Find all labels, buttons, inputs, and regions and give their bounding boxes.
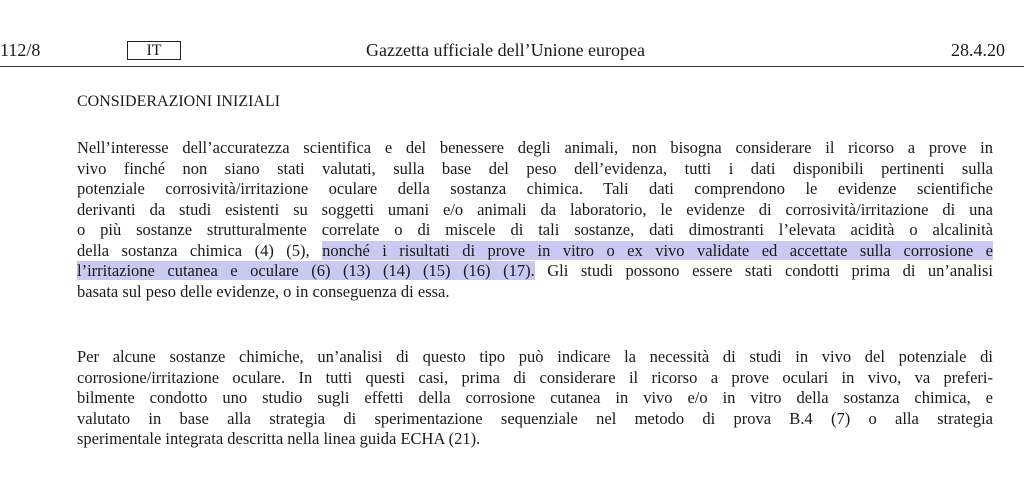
paragraph-1-line-8: basata sul peso delle evidenze, o in conseguenza di essa. [77, 281, 450, 301]
paragraph-1-line-1: Nell’interesse dell’accuratezza scientifica e del benessere degli animali, non bisogna considerare il ricorso a prove in [77, 138, 993, 157]
paragraph-1-line-6 [77, 241, 993, 262]
paragraph-1 [77, 138, 993, 302]
publication-date: 28.4.20 [951, 40, 1005, 60]
paragraph-1-line-5: o più sostanze strutturalmente correlate o di miscele di tali sostanze, dati dimostranti l’elevata acidità o alcalinità [77, 220, 993, 239]
section-title: CONSIDERAZIONI INIZIALI [77, 93, 281, 110]
paragraph-2-line-2: corrosione/irritazione oculare. In tutti questi casi, prima di considerare il ricorso a prove oculari in vivo, va preferi- [77, 367, 993, 387]
paragraph-2-line-3: bilmente condotto uno studio sugli effetti della corrosione cutanea in vivo e/o in vitro della sostanza chimica, e [77, 388, 993, 407]
paragraph-2-line-1: Per alcune sostanze chimiche, un’analisi di questo tipo può indicare la necessità di studi in vivo del potenziale di [77, 347, 993, 366]
line-6-plain-text: della sostanza chimica (4) (5), [77, 240, 323, 260]
paragraph-1-line-7 [77, 261, 993, 282]
language-box: IT [127, 41, 181, 60]
paragraph-1-line-3: potenziale corrosività/irritazione oculare della sostanza chimica. Tali dati comprendono le evidenze scientifiche [77, 179, 993, 198]
highlighted-text-selection-continued[interactable]: l’irritazione cutanea e oculare (6) (13) (14) (15) (16) (17). [77, 261, 535, 280]
paragraph-2 [77, 347, 993, 450]
paragraph-2-line-5: sperimentale integrata descritta nella linea guida ECHA (21). [77, 429, 481, 448]
highlighted-text-selection[interactable]: nonché i risultati di prove in vitro o ex vivo validate ed accettate sulla corrosione e [322, 240, 993, 260]
line-7-plain-text: Gli studi possono essere stati condotti prima di un’analisi [534, 261, 993, 280]
page-header [0, 36, 1024, 67]
page-reference: 112/8 [0, 40, 41, 60]
paragraph-1-line-2: vivo finché non siano stati valutati, sulla base del peso dell’evidenza, tutti i dati disponibili pertinenti sulla [77, 158, 993, 178]
journal-title: Gazzetta ufficiale dell’Unione europea [366, 40, 646, 60]
paragraph-1-line-4: derivanti da studi esistenti su soggetti umani e/o animali da laboratorio, le evidenze di corrosività/irritazione di una [77, 199, 993, 219]
paragraph-2-line-4: valutato in base alla strategia di sperimentazione sequenziale nel metodo di prova B.4 (7) o alla strategia [77, 408, 993, 428]
